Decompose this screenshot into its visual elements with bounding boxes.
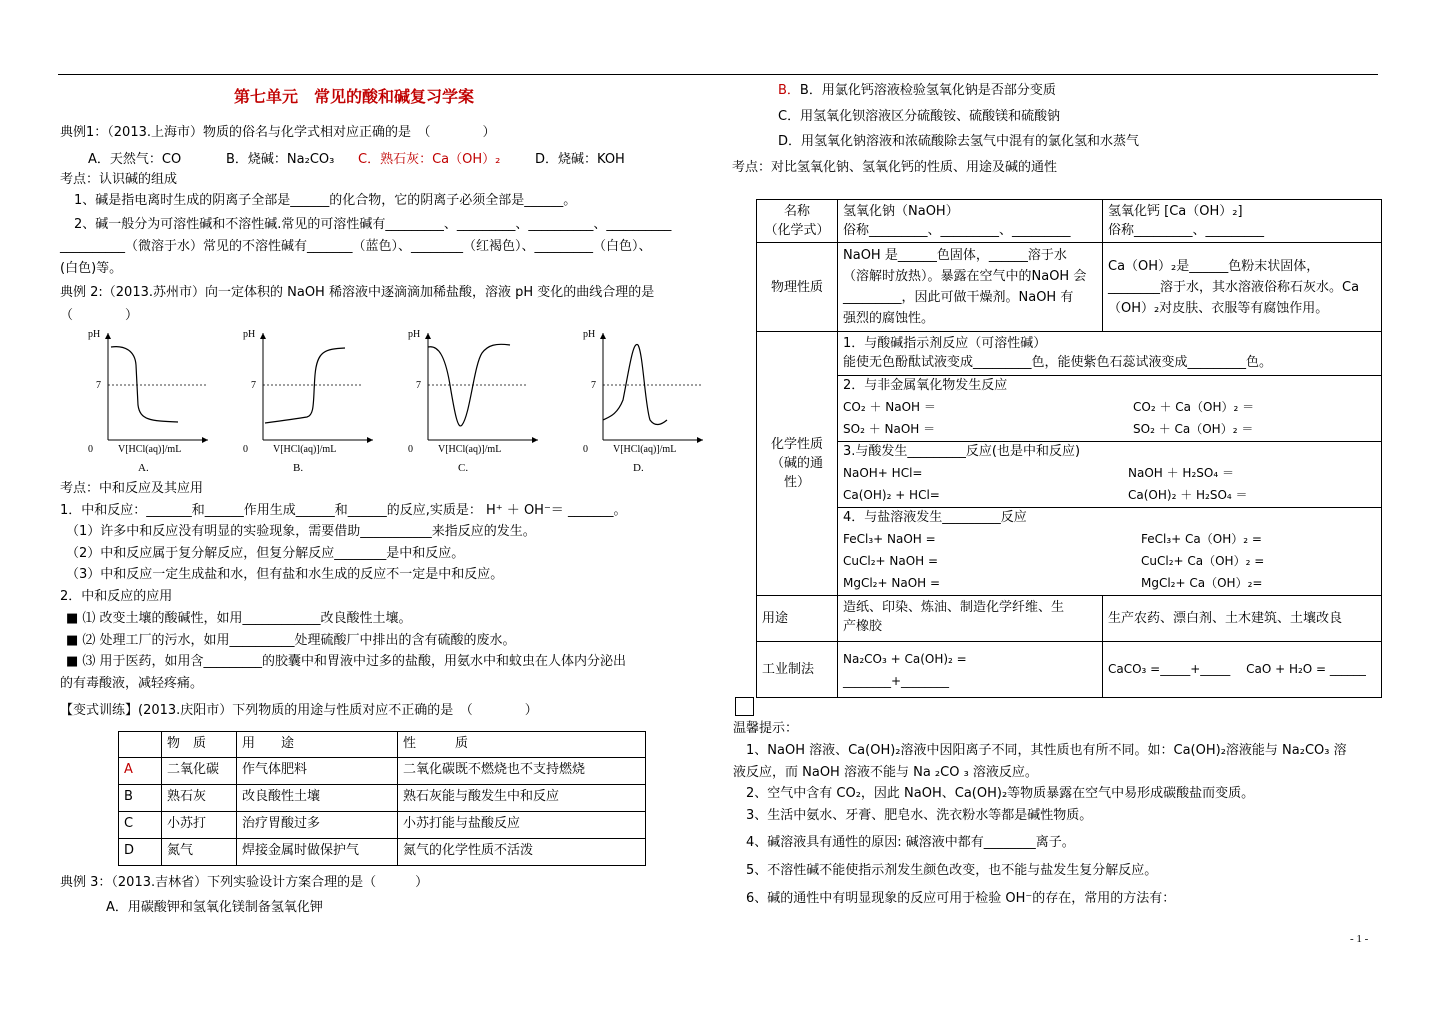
- example3-option-a: A．用碳酸钾和氢氧化镁制备氢氧化钾: [106, 900, 323, 915]
- y-axis-arrow: [600, 333, 606, 339]
- example1-question: 典例1：（2013.上海市）物质的俗名与化学式相对应正确的是 （ ）: [60, 125, 496, 140]
- origin-label: 0: [88, 444, 93, 455]
- table-cell: 二氧化碳: [162, 758, 237, 785]
- row-header-chemical: 化学性质 （碱的通 性）: [757, 332, 838, 596]
- table-cell: 氮气的化学性质不活泼: [398, 839, 646, 866]
- table-cell: 治疗胃酸过多: [237, 812, 398, 839]
- x-axis-label: V[HCl(aq)]/mL: [118, 444, 182, 455]
- usage-property-table: [118, 731, 646, 866]
- x-axis-label: V[HCl(aq)]/mL: [273, 444, 337, 455]
- tip-1b: 液反应，而 NaOH 溶液不能与 Na ₂CO ₃ 溶液反应。: [733, 765, 1038, 780]
- caoh2-industrial-cell: CaCO₃ =_____+_____ CaO + H₂O = ______: [1103, 642, 1382, 698]
- ph7-tick-label: 7: [591, 380, 596, 391]
- chem-indicator-cell: 1．与酸碱指示剂反应（可溶性碱） 能使无色酚酞试液变成_________色，能使紫色石蕊试液变成_________色。: [838, 332, 1382, 376]
- chem-nonmetal-oxide-title: 2．与非金属氧化物发生反应: [843, 378, 1008, 393]
- neutralization-app-3: ■ ⑶ 用于医药，如用含_________的胶囊中和胃液中过多的盐酸，用氨水中和蚊虫在人体内分泌出: [66, 654, 627, 669]
- table-cell: 氮气: [162, 839, 237, 866]
- naoh-physical-cell: NaOH 是______色固体，______溶于水 （溶解时放热）。暴露在空气中的NaOH 会 _________，因此可做干燥剂。NaOH 有 强烈的腐蚀性。: [838, 243, 1103, 332]
- base-def-line3: __________（微溶于水）常见的不溶性碱有_______（蓝色）、________（红褐色）、_________（白色）、: [60, 239, 652, 254]
- x-axis-arrow: [532, 437, 538, 443]
- checkbox-square: [735, 697, 754, 716]
- tip-3: 3、生活中氨水、牙膏、肥皂水、洗衣粉水等都是碱性物质。: [746, 808, 1093, 823]
- neutralization-app-1: ■ ⑴ 改变土壤的酸碱性，如用____________改良酸性土壤。: [66, 611, 412, 626]
- chart-option-label: D.: [633, 462, 644, 474]
- neutralization-note-3: （3）中和反应一定生成盐和水，但有盐和水生成的反应不一定是中和反应。: [66, 567, 504, 582]
- ph-curve: [111, 347, 178, 422]
- neutralization-note-1: （1）许多中和反应没有明显的实验现象，需要借助___________来指反应的发生。: [66, 524, 536, 539]
- caoh2-oxide-eqs: CO₂ ＋ Ca（OH）₂ ＝ SO₂ ＋ Ca（OH）₂ ＝: [1133, 400, 1255, 436]
- y-axis-label: pH: [88, 329, 101, 340]
- y-axis-label: pH: [408, 329, 421, 340]
- row-header-industrial: 工业制法: [757, 642, 838, 698]
- page-title: 第七单元 常见的酸和碱复习学案: [234, 87, 475, 106]
- caoh2-usage-cell: 生产农药、漂白剂、土木建筑、土壤改良: [1103, 596, 1382, 642]
- chem-nonmetal-oxide-eqs: [843, 396, 1376, 440]
- naoh-usage-cell: 造纸、印染、炼油、制造化学纤维、生 产橡胶: [838, 596, 1103, 642]
- example1-option-d: D．烧碱：KOH: [535, 152, 625, 167]
- table-header: 用 途: [237, 732, 398, 758]
- caoh2-physical-cell: Ca（OH）₂是______色粉末状固体， ________溶于水，其水溶液俗称石灰水。Ca （OH）₂对皮肤、衣服等有腐蚀作用。: [1103, 243, 1382, 332]
- table-row: [119, 839, 646, 866]
- kaodian-2: 考点：中和反应及其应用: [60, 481, 204, 496]
- example1-option-c: C．熟石灰：Ca（OH）₂: [358, 152, 501, 167]
- table-row: [757, 442, 1382, 508]
- neutralization-app-2: ■ ⑵ 处理工厂的污水，如用__________处理硫酸厂中排出的含有硫酸的废水。: [66, 633, 516, 648]
- table-row: [757, 243, 1382, 332]
- example1-option-a: A．天然气：CO: [88, 152, 182, 167]
- naoh-acid-eqs: NaOH+ HCl= Ca(OH)₂ + HCl=: [843, 466, 940, 502]
- naoh-salt-eqs: FeCl₃+ NaOH = CuCl₂+ NaOH = MgCl₂+ NaOH =: [843, 532, 941, 590]
- base-def-line2: 2、碱一般分为可溶性碱和不溶性碱.常见的可溶性碱有_________、_________、__________、__________: [74, 217, 672, 232]
- ph-curve: [265, 348, 345, 423]
- variant-training: 【变式训练】(2013.庆阳市）下列物质的用途与性质对应不正确的是 （ ）: [60, 703, 538, 718]
- table-row: [119, 732, 646, 758]
- option-b-text: B．用氯化钙溶液检验氢氧化钠是否部分变质: [799, 83, 1056, 98]
- chart-option-label: C.: [458, 462, 469, 474]
- table-cell: 二氧化碳既不燃烧也不支持燃烧: [398, 758, 646, 785]
- tip-6: 6、碱的通性中有明显现象的反应可用于检验 OH⁻的存在，常用的方法有：: [746, 891, 1176, 906]
- table-header: 物 质: [162, 732, 237, 758]
- top-rule: [58, 74, 1378, 75]
- x-axis-label: V[HCl(aq)]/mL: [613, 444, 677, 455]
- y-axis-label: pH: [243, 329, 256, 340]
- y-axis-arrow: [425, 333, 431, 339]
- chem-salt-title: 4．与盐溶液发生_________反应: [843, 510, 1027, 525]
- table-row: [757, 332, 1382, 376]
- chem-acid-cell: [838, 442, 1382, 508]
- tip-5: 5、不溶性碱不能使指示剂发生颜色改变，也不能与盐发生复分解反应。: [746, 863, 1158, 878]
- example2-paren: （ ）: [60, 308, 139, 323]
- chem-acid-eqs: [843, 462, 1376, 506]
- table-row: [757, 642, 1382, 698]
- caoh2-salt-eqs: FeCl₃+ Ca（OH）₂ = CuCl₂+ Ca（OH）₂ = MgCl₂+ Ca（OH）₂=: [1141, 532, 1265, 590]
- neutralization-def: 1．中和反应：_______和______作用生成______和______的反应,实质是： H⁺ ＋ OH⁻＝ _______。: [60, 503, 627, 518]
- y-axis-arrow: [260, 333, 266, 339]
- tip-4: 4、碱溶液具有通性的原因: 碱溶液中都有________离子。: [746, 835, 1075, 850]
- x-axis-arrow: [697, 437, 703, 443]
- table-cell: [119, 732, 162, 758]
- table-cell: C: [119, 812, 162, 839]
- table-header: 性 质: [398, 732, 646, 758]
- table-cell: 作气体肥料: [237, 758, 398, 785]
- table-row: [757, 596, 1382, 642]
- neutralization-note-2: （2）中和反应属于复分解反应，但复分解反应________是中和反应。: [66, 546, 465, 561]
- tip-1a: 1、NaOH 溶液、Ca(OH)₂溶液中因阳离子不同，其性质也有所不同。如：Ca(OH)₂溶液能与 Na₂CO₃ 溶: [746, 743, 1347, 758]
- table-cell: 小苏打能与盐酸反应: [398, 812, 646, 839]
- table-cell: 熟石灰能与酸发生中和反应: [398, 785, 646, 812]
- naoh-industrial-cell: Na₂CO₃ + Ca(OH)₂ = ________+________: [838, 642, 1103, 698]
- row-header-name: 名称 （化学式）: [757, 200, 838, 243]
- table-cell: 改良酸性土壤: [237, 785, 398, 812]
- origin-label: 0: [408, 444, 413, 455]
- caoh2-acid-eqs: NaOH ＋ H₂SO₄ ＝ Ca(OH)₂ ＋ H₂SO₄ ＝: [1128, 466, 1248, 502]
- example2-question: 典例 2:（2013.苏州市）向一定体积的 NaOH 稀溶液中逐滴滴加稀盐酸，溶液 pH 变化的曲线合理的是: [60, 285, 655, 300]
- naoh-oxide-eqs: CO₂ ＋ NaOH ＝ SO₂ ＋ NaOH ＝: [843, 400, 936, 436]
- origin-label: 0: [583, 444, 588, 455]
- table-cell: B: [119, 785, 162, 812]
- table-cell: D: [119, 839, 162, 866]
- tip-2: 2、空气中含有 CO₂，因此 NaOH、Ca(OH)₂等物质暴露在空气中易形成碳酸盐而变质。: [746, 786, 1255, 801]
- base-def-line4: (白色)等。: [60, 261, 123, 276]
- chart-option-label: A.: [138, 462, 149, 474]
- table-row: [119, 785, 646, 812]
- caoh2-name-cell: 氢氧化钙 [Ca（OH）₂] 俗称_________、_________: [1103, 200, 1382, 243]
- table-row: [119, 758, 646, 785]
- table-cell: A: [119, 758, 162, 785]
- naoh-name-cell: 氢氧化钠（NaOH） 俗称_________、_________、_________: [838, 200, 1103, 243]
- kaodian-1: 考点：认识碱的组成: [60, 172, 178, 187]
- kaodian-3: 考点：对比氢氧化钠、氢氧化钙的性质、用途及碱的通性: [732, 160, 1058, 175]
- table-row: [757, 376, 1382, 442]
- row-header-physical: 物理性质: [757, 243, 838, 332]
- table-row: [757, 200, 1382, 243]
- chem-salt-eqs: [843, 528, 1376, 594]
- example3-option-b: B．B．用氯化钙溶液检验氢氧化钠是否部分变质: [778, 83, 1056, 98]
- page-number: - 1 -: [1350, 933, 1369, 945]
- base-def-line1: 1、碱是指电离时生成的阴离子全部是______的化合物，它的阴离子必须全部是______。: [74, 193, 577, 208]
- x-axis-arrow: [202, 437, 208, 443]
- y-axis-arrow: [105, 333, 111, 339]
- x-axis-arrow: [367, 437, 373, 443]
- example3-option-c: C．用氢氧化钡溶液区分硫酸铵、硫酸镁和硫酸钠: [778, 109, 1061, 124]
- ph-charts: [80, 325, 710, 477]
- table-cell: 熟石灰: [162, 785, 237, 812]
- ph7-tick-label: 7: [251, 380, 256, 391]
- chem-nonmetal-oxide-cell: [838, 376, 1382, 442]
- example1-option-b: B．烧碱：Na₂CO₃: [226, 152, 335, 167]
- chem-salt-cell: [838, 508, 1382, 596]
- example3-question: 典例 3：（2013.吉林省）下列实验设计方案合理的是（ ）: [60, 875, 429, 890]
- table-row: [119, 812, 646, 839]
- table-cell: 小苏打: [162, 812, 237, 839]
- table-row: [757, 508, 1382, 596]
- neutralization-app-3b: 的有毒酸液，减轻疼痛。: [60, 676, 204, 691]
- example3-option-d: D．用氢氧化钠溶液和浓硫酸除去氢气中混有的氯化氢和水蒸气: [778, 134, 1140, 149]
- chem-acid-title: 3.与酸发生_________反应(也是中和反应): [843, 444, 1081, 459]
- y-axis-label: pH: [583, 329, 596, 340]
- ph7-tick-label: 7: [96, 380, 101, 391]
- tips-title: 温馨提示：: [733, 721, 799, 736]
- origin-label: 0: [243, 444, 248, 455]
- table-cell: 焊接金属时做保护气: [237, 839, 398, 866]
- row-header-usage: 用途: [757, 596, 838, 642]
- naoh-caoh2-table: [756, 199, 1382, 698]
- neutralization-app-title: 2．中和反应的应用: [60, 589, 173, 604]
- chart-option-label: B.: [293, 462, 304, 474]
- ph-curve: [603, 344, 667, 424]
- x-axis-label: V[HCl(aq)]/mL: [438, 444, 502, 455]
- ph7-tick-label: 7: [416, 380, 421, 391]
